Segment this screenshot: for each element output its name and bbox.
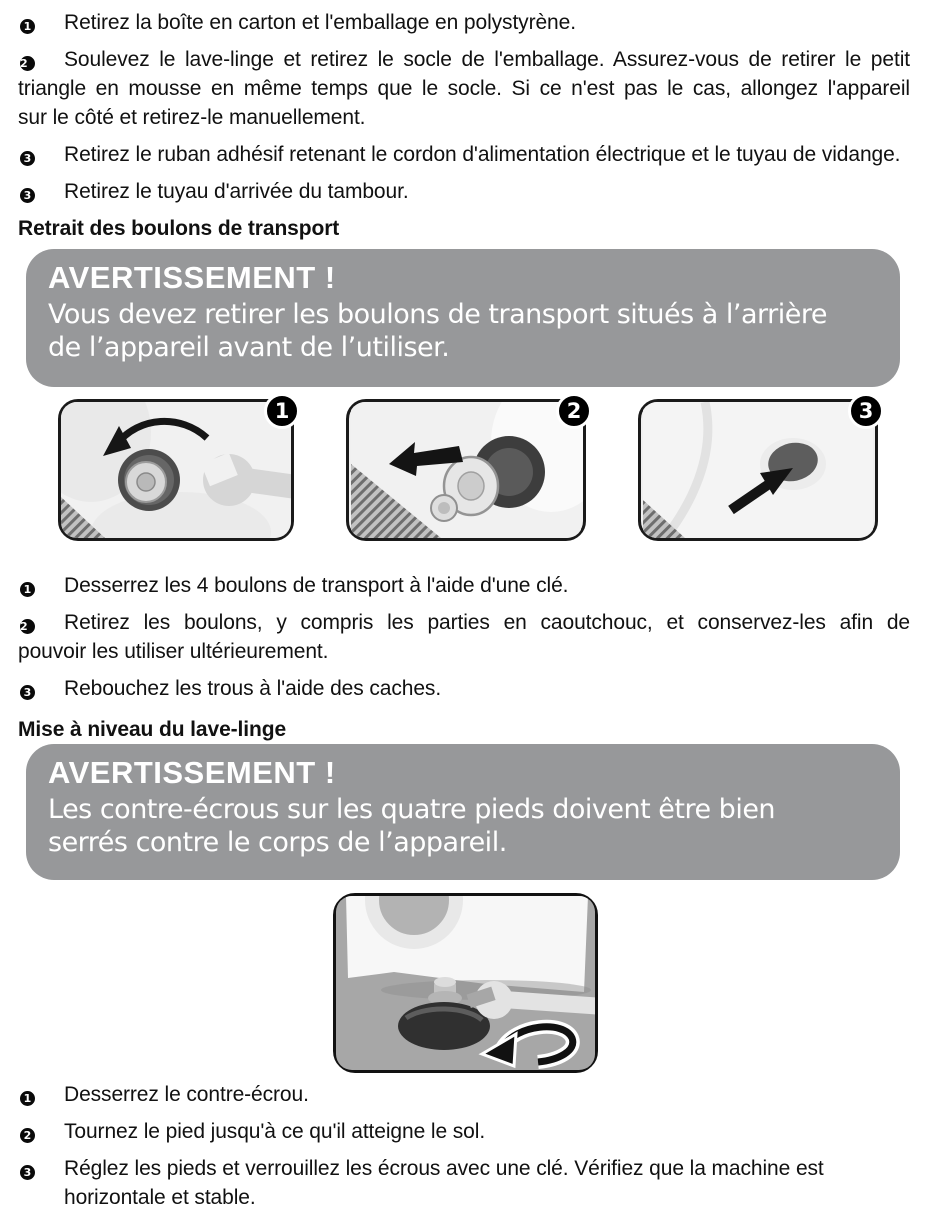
unpacking-steps [18,8,910,206]
warning-title: AVERTISSEMENT ! [48,260,336,295]
transport-bolt [118,449,180,511]
figure-loosen-bolt [58,399,294,541]
step-text: Rebouchez les trous à l'aide des caches. [64,677,442,700]
warning-title: AVERTISSEMENT ! [48,755,336,790]
warning-text: de l’appareil avant de l’utiliser. [48,332,450,363]
figure-number-badge: 1 [264,393,300,429]
list-item [18,1154,910,1212]
remove-bolt-illustration [349,402,583,538]
step-text: Soulevez le lave-linge et retirez le socle de l'emballage. Assurez-vous de retirer le petit [64,48,910,71]
section-heading-leveling: Mise à niveau du lave-linge [18,718,287,741]
figure-number-badge: 2 [556,393,592,429]
step-text: sur le côté et retirez-le manuellement. [18,106,366,129]
list-item [18,177,910,206]
step-number-badge: 1 [20,582,35,597]
step-number-badge: 2 [20,1128,35,1143]
step-number-badge: 2 [20,619,35,634]
bolt-removal-figures [58,399,930,541]
step-text: horizontale et stable. [64,1186,256,1209]
step-text: Desserrez les 4 boulons de transport à l'aide d'une clé. [64,574,569,597]
step-number-badge: 3 [20,188,35,203]
step-number-badge: 1 [20,1091,35,1106]
step-text: Retirez la boîte en carton et l'emballage en polystyrène. [64,11,576,34]
step-text: pouvoir les utiliser ultérieurement. [18,640,329,663]
warning-text: serrés contre le corps de l’appareil. [48,827,507,858]
warning-text: Vous devez retirer les boulons de transport situés à l’arrière [48,299,827,330]
cap-hole-illustration [641,402,875,538]
section-heading-transport-bolts: Retrait des boulons de transport [18,217,340,240]
step-text: Tournez le pied jusqu'à ce qu'il atteigne le sol. [64,1120,486,1143]
step-text: triangle en mousse en même temps que le socle. Si ce n'est pas le cas, allongez l'appareil [18,77,910,100]
list-item [18,571,910,600]
step-text: Retirez les boulons, y compris les parties en caoutchouc, et conservez-les afin de [64,611,910,634]
step-number-badge: 3 [20,685,35,700]
step-text: Desserrez le contre-écrou. [64,1083,309,1106]
bolt-head [431,495,457,521]
list-item [18,608,910,666]
list-item [18,1117,910,1146]
list-item [18,45,910,132]
step-number-badge: 3 [20,1165,35,1180]
step-number-badge: 2 [20,56,35,71]
warning-text: Les contre-écrous sur les quatre pieds doivent être bien [48,794,776,825]
step-text: Retirez le ruban adhésif retenant le cordon d'alimentation électrique et le tuyau de vidange. [64,143,901,166]
adjust-foot-illustration [336,896,595,1070]
figure-remove-bolt [346,399,586,541]
list-item [18,140,910,169]
warning-box-leveling [26,744,900,880]
door-ring [372,896,456,942]
list-item [18,8,910,37]
figure-number-badge: 3 [848,393,884,429]
bolt-removal-steps [18,571,910,703]
step-text: Réglez les pieds et verrouillez les écrous avec une clé. Vérifiez que la machine est [64,1157,824,1180]
warning-box-transport-bolts [26,249,900,387]
figure-adjust-foot [333,893,598,1073]
list-item [18,1080,910,1109]
step-number-badge: 1 [20,19,35,34]
figure-cap-hole [638,399,878,541]
list-item [18,674,910,703]
step-text: Retirez le tuyau d'arrivée du tambour. [64,180,409,203]
step-number-badge: 3 [20,151,35,166]
loosen-bolt-illustration [61,402,291,538]
leveling-steps [18,1080,910,1212]
